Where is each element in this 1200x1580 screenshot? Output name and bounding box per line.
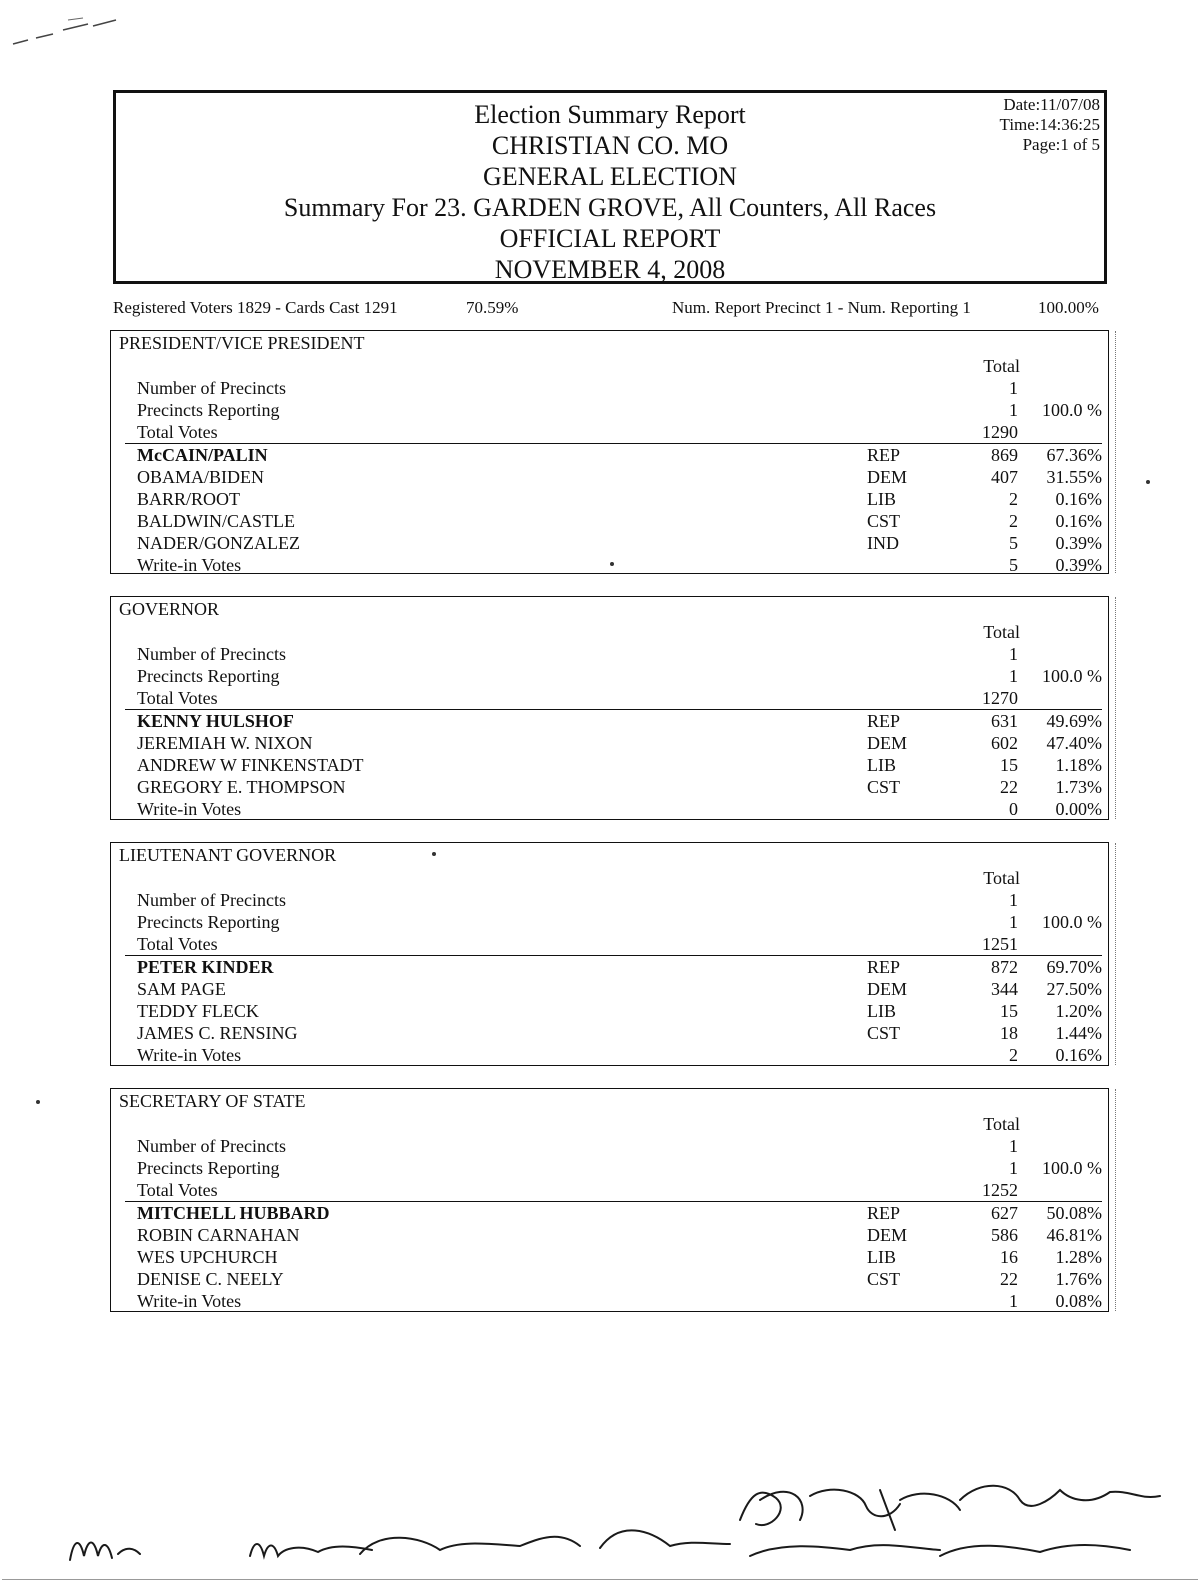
precincts-reporting-pct: 100.0 % — [1042, 912, 1102, 932]
candidate-percentage: 46.81% — [1046, 1225, 1102, 1245]
candidate-name: Write-in Votes — [137, 799, 242, 819]
candidate-row — [111, 510, 1108, 532]
total-votes-value: 1270 — [982, 688, 1018, 708]
total-votes-label: Total Votes — [137, 688, 218, 708]
race-section — [110, 330, 1109, 574]
candidate-party: CST — [867, 777, 901, 797]
candidate-name: JAMES C. RENSING — [137, 1023, 298, 1043]
total-column-header: Total — [983, 868, 1020, 888]
candidate-percentage: 0.16% — [1055, 511, 1102, 531]
report-status: OFFICIAL REPORT — [499, 224, 721, 253]
candidate-votes: 16 — [1000, 1247, 1018, 1267]
precincts-reporting-value: 1 — [1009, 1158, 1018, 1178]
candidate-name: SAM PAGE — [137, 979, 226, 999]
total-votes-value: 1251 — [982, 934, 1018, 954]
candidate-name: BALDWIN/CASTLE — [137, 511, 295, 531]
candidate-percentage: 69.70% — [1046, 957, 1102, 977]
candidate-row — [111, 798, 1108, 820]
candidate-party: DEM — [867, 733, 907, 753]
number-of-precincts-row — [111, 643, 1108, 665]
candidate-votes: 15 — [1000, 1001, 1018, 1021]
race-title: GOVERNOR — [119, 599, 220, 619]
candidate-name: ROBIN CARNAHAN — [137, 1225, 300, 1245]
candidate-party: LIB — [867, 1001, 896, 1021]
total-votes-row — [111, 933, 1108, 955]
candidate-percentage: 1.28% — [1055, 1247, 1102, 1267]
candidate-row — [111, 732, 1108, 754]
registered-voters-summary: Registered Voters 1829 - Cards Cast 1291 — [113, 298, 398, 317]
candidate-votes: 15 — [1000, 755, 1018, 775]
candidate-party: REP — [867, 1203, 901, 1223]
candidate-party: REP — [867, 711, 901, 731]
precincts-reporting-pct: 100.0 % — [1042, 666, 1102, 686]
report-date: Date:11/07/08 — [1003, 95, 1100, 114]
precincts-reporting-row — [111, 399, 1108, 421]
report-meta — [1000, 95, 1100, 155]
candidate-votes: 872 — [991, 957, 1018, 977]
race-title: PRESIDENT/VICE PRESIDENT — [119, 333, 365, 353]
candidate-row — [111, 1290, 1108, 1312]
candidate-votes: 344 — [991, 979, 1018, 999]
candidate-row — [111, 1202, 1108, 1224]
total-column-header: Total — [983, 1114, 1020, 1134]
candidate-party: CST — [867, 511, 901, 531]
candidate-row — [111, 710, 1108, 732]
candidate-name: MITCHELL HUBBARD — [137, 1203, 330, 1223]
number-of-precincts-value: 1 — [1009, 890, 1018, 910]
race-title: LIEUTENANT GOVERNOR — [119, 845, 337, 865]
total-votes-label: Total Votes — [137, 422, 218, 442]
number-of-precincts-label: Number of Precincts — [137, 890, 286, 910]
candidate-votes: 602 — [991, 733, 1018, 753]
handwritten-signatures-icon — [60, 1460, 1170, 1570]
candidate-name: PETER KINDER — [137, 957, 274, 977]
scan-speck — [432, 852, 436, 856]
candidate-row — [111, 776, 1108, 798]
candidate-party: LIB — [867, 755, 896, 775]
scan-speck — [1146, 480, 1150, 484]
candidate-row — [111, 532, 1108, 554]
scan-speck — [36, 1100, 40, 1104]
candidate-party: DEM — [867, 1225, 907, 1245]
candidate-percentage: 50.08% — [1046, 1203, 1102, 1223]
race-title: SECRETARY OF STATE — [119, 1091, 306, 1111]
precincts-reporting-row — [111, 1157, 1108, 1179]
candidate-percentage: 49.69% — [1046, 711, 1102, 731]
candidate-percentage: 0.39% — [1055, 555, 1102, 575]
precincts-reporting-value: 1 — [1009, 666, 1018, 686]
race-section — [110, 842, 1109, 1066]
candidate-name: TEDDY FLECK — [137, 1001, 259, 1021]
precincts-reporting-pct: 100.0 % — [1042, 1158, 1102, 1178]
precincts-reporting-label: Precincts Reporting — [137, 912, 280, 932]
candidate-row — [111, 444, 1108, 466]
candidate-row — [111, 1246, 1108, 1268]
candidate-percentage: 0.39% — [1055, 533, 1102, 553]
candidate-votes: 2 — [1009, 489, 1018, 509]
candidate-name: NADER/GONZALEZ — [137, 533, 300, 553]
candidate-percentage: 0.16% — [1055, 489, 1102, 509]
number-of-precincts-label: Number of Precincts — [137, 1136, 286, 1156]
candidate-percentage: 27.50% — [1046, 979, 1102, 999]
candidate-votes: 22 — [1000, 777, 1018, 797]
election-name: GENERAL ELECTION — [483, 162, 737, 191]
number-of-precincts-value: 1 — [1009, 1136, 1018, 1156]
candidate-row — [111, 466, 1108, 488]
candidate-row — [111, 978, 1108, 1000]
candidate-name: WES UPCHURCH — [137, 1247, 278, 1267]
precincts-reporting-row — [111, 665, 1108, 687]
candidate-row — [111, 956, 1108, 978]
candidate-name: BARR/ROOT — [137, 489, 241, 509]
report-title-block — [116, 99, 1104, 285]
candidate-row — [111, 1000, 1108, 1022]
candidate-votes: 869 — [991, 445, 1018, 465]
precincts-reporting-label: Precincts Reporting — [137, 1158, 280, 1178]
candidate-votes: 0 — [1009, 799, 1018, 819]
reporting-percentage: 100.00% — [1038, 298, 1099, 317]
number-of-precincts-row — [111, 1135, 1108, 1157]
total-column-header: Total — [983, 622, 1020, 642]
candidate-votes: 1 — [1009, 1291, 1018, 1311]
precincts-reporting-label: Precincts Reporting — [137, 400, 280, 420]
candidate-name: JEREMIAH W. NIXON — [137, 733, 313, 753]
candidate-row — [111, 1044, 1108, 1066]
election-date: NOVEMBER 4, 2008 — [494, 255, 726, 284]
candidate-votes: 627 — [991, 1203, 1018, 1223]
candidate-party: CST — [867, 1269, 901, 1289]
report-header — [113, 90, 1107, 284]
total-votes-row — [111, 687, 1108, 709]
precincts-summary: Num. Report Precinct 1 - Num. Reporting 1 — [672, 298, 971, 317]
precincts-reporting-value: 1 — [1009, 912, 1018, 932]
candidate-party: DEM — [867, 979, 907, 999]
precincts-reporting-row — [111, 911, 1108, 933]
number-of-precincts-row — [111, 889, 1108, 911]
number-of-precincts-row — [111, 377, 1108, 399]
candidate-percentage: 0.08% — [1055, 1291, 1102, 1311]
candidate-name: ANDREW W FINKENSTADT — [137, 755, 364, 775]
total-column-header: Total — [983, 356, 1020, 376]
candidate-party: CST — [867, 1023, 901, 1043]
total-votes-label: Total Votes — [137, 1180, 218, 1200]
candidate-percentage: 47.40% — [1046, 733, 1102, 753]
total-votes-value: 1252 — [982, 1180, 1018, 1200]
total-votes-row — [111, 421, 1108, 443]
candidate-party: REP — [867, 957, 901, 977]
candidate-percentage: 1.18% — [1055, 755, 1102, 775]
scan-speck — [610, 562, 614, 566]
candidate-percentage: 31.55% — [1046, 467, 1102, 487]
race-section — [110, 596, 1109, 820]
report-title: Election Summary Report — [474, 100, 746, 129]
candidate-party: REP — [867, 445, 901, 465]
candidate-party: LIB — [867, 489, 896, 509]
candidate-percentage: 0.00% — [1055, 799, 1102, 819]
candidate-row — [111, 1268, 1108, 1290]
number-of-precincts-value: 1 — [1009, 378, 1018, 398]
precincts-reporting-label: Precincts Reporting — [137, 666, 280, 686]
precincts-reporting-pct: 100.0 % — [1042, 400, 1102, 420]
candidate-row — [111, 488, 1108, 510]
report-time: Time:14:36:25 — [999, 115, 1100, 134]
candidate-name: GREGORY E. THOMPSON — [137, 777, 346, 797]
candidate-name: OBAMA/BIDEN — [137, 467, 265, 487]
scan-noise-edge — [1109, 331, 1116, 573]
precincts-reporting-value: 1 — [1009, 400, 1018, 420]
candidate-party: LIB — [867, 1247, 896, 1267]
candidate-party: IND — [867, 533, 899, 553]
candidate-votes: 2 — [1009, 1045, 1018, 1065]
candidate-row — [111, 1022, 1108, 1044]
scan-noise-edge — [1109, 843, 1116, 1065]
page-number: Page:1 of 5 — [1022, 135, 1100, 154]
candidate-percentage: 1.44% — [1055, 1023, 1102, 1043]
candidate-votes: 407 — [991, 467, 1018, 487]
candidate-percentage: 1.20% — [1055, 1001, 1102, 1021]
scan-noise-edge — [1109, 597, 1116, 819]
candidate-votes: 22 — [1000, 1269, 1018, 1289]
summary-scope: Summary For 23. GARDEN GROVE, All Counters, All Races — [283, 193, 937, 222]
candidate-name: Write-in Votes — [137, 1291, 242, 1311]
candidate-votes: 5 — [1009, 555, 1018, 575]
candidate-row — [111, 1224, 1108, 1246]
turnout-percentage: 70.59% — [466, 298, 519, 317]
candidate-votes: 5 — [1009, 533, 1018, 553]
total-votes-label: Total Votes — [137, 934, 218, 954]
candidate-name: McCAIN/PALIN — [137, 445, 268, 465]
scan-mark-icon — [8, 14, 118, 58]
number-of-precincts-value: 1 — [1009, 644, 1018, 664]
candidate-percentage: 1.76% — [1055, 1269, 1102, 1289]
number-of-precincts-label: Number of Precincts — [137, 644, 286, 664]
candidate-name: Write-in Votes — [137, 1045, 242, 1065]
candidate-votes: 586 — [991, 1225, 1018, 1245]
scan-noise-edge — [1109, 1089, 1116, 1311]
total-votes-row — [111, 1179, 1108, 1201]
candidate-row — [111, 754, 1108, 776]
candidate-percentage: 67.36% — [1046, 445, 1102, 465]
candidate-percentage: 0.16% — [1055, 1045, 1102, 1065]
race-section — [110, 1088, 1109, 1312]
candidate-name: KENNY HULSHOF — [137, 711, 294, 731]
candidate-votes: 2 — [1009, 511, 1018, 531]
total-votes-value: 1290 — [982, 422, 1018, 442]
candidate-votes: 631 — [991, 711, 1018, 731]
candidate-name: Write-in Votes — [137, 555, 242, 575]
candidate-percentage: 1.73% — [1055, 777, 1102, 797]
candidate-name: DENISE C. NEELY — [137, 1269, 284, 1289]
number-of-precincts-label: Number of Precincts — [137, 378, 286, 398]
candidate-votes: 18 — [1000, 1023, 1018, 1043]
county-name: CHRISTIAN CO. MO — [491, 131, 729, 160]
candidate-party: DEM — [867, 467, 907, 487]
